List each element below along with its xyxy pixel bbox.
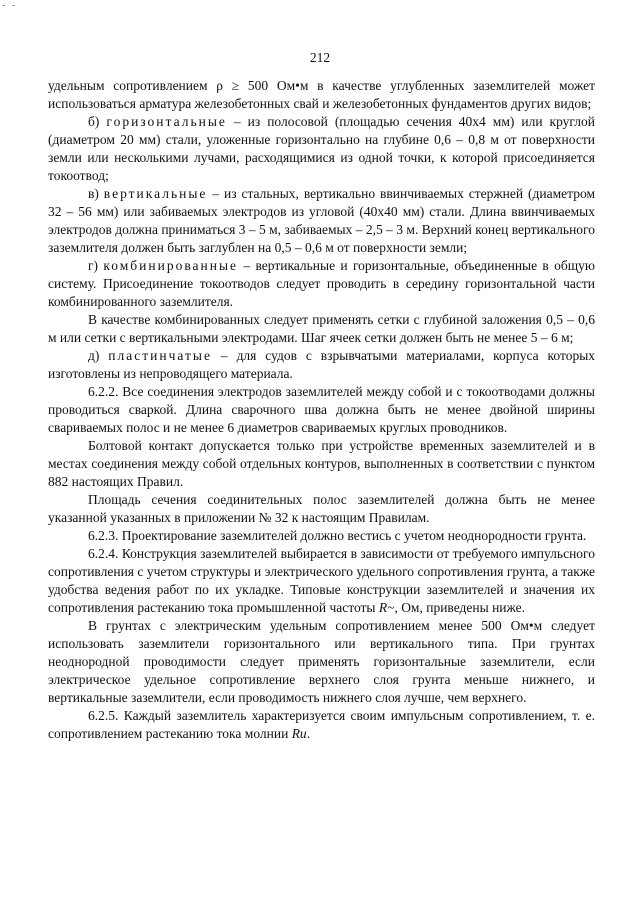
paragraph-text: , Ом, приведены ниже. (394, 600, 526, 615)
paragraph (48, 185, 595, 257)
formula-symbol: R~ (378, 600, 395, 615)
paragraph-text: – вертикальные и горизонтальные, объединенные в общую систему. Присоединение токоотводов следует проводить в середину горизонтальной части комбинированного заземлителя. (48, 258, 595, 309)
list-marker: г) (88, 258, 99, 273)
paragraph (48, 707, 595, 743)
formula-symbol: Rи (291, 726, 307, 741)
list-marker: д) (88, 348, 100, 363)
document-body (48, 77, 595, 743)
spaced-term: комбинированные (103, 258, 239, 273)
list-marker: б) (88, 114, 100, 129)
list-marker: в) (88, 186, 99, 201)
paragraph (48, 347, 595, 383)
paragraph: удельным сопротивлением ρ ≥ 500 Ом•м в качестве углубленных заземлителей может использоваться арматура железобетонных свай и железобетонных фундаментов других видов; (48, 78, 595, 111)
paragraph-text: – из полосовой (площадью сечения 40х4 мм) или круглой (диаметром 20 мм) стали, уложенные горизонтально на глубине 0,6 – 0,8 м от поверхности земли или несколькими лучами, расходящимися из одной точки, к которой присоединяется токоотвод; (48, 114, 595, 183)
paragraph (48, 113, 595, 185)
spaced-term: пластинчатые (108, 348, 212, 363)
paragraph (48, 545, 595, 617)
spaced-term: горизонтальные (106, 114, 227, 129)
spaced-term: вертикальные (103, 186, 208, 201)
paragraph: Болтовой контакт допускается только при устройстве временных заземлителей и в местах соединения между собой отдельных контуров, выполненных в соответствии с пунктом 882 настоящих Правил. (48, 438, 595, 489)
paragraph-text: 6.2.5. Каждый заземлитель характеризуется своим импульсным сопротивлением, т. е. сопротивлением растеканию тока молнии (48, 708, 595, 741)
paragraph (48, 257, 595, 311)
paragraph-text: – из стальных, вертикально ввинчиваемых стержней (диаметром 32 – 56 мм) или забиваемых электродов из угловой (40х40 мм) стали. Длина ввинчиваемых электродов должна приниматься 3 – 5 м, забиваемых – 2,5 – 3 м. Верхний конец вертикального заземлителя должен быть заглублен на 0,5 – 0,6 м от поверхности земли; (48, 186, 595, 255)
paragraph: Площадь сечения соединительных полос заземлителей должна быть не менее указанной указанных в приложении № 32 к настоящим Правилам. (48, 492, 595, 525)
paragraph: В грунтах с электрическим удельным сопротивлением менее 500 Ом•м следует использовать заземлители горизонтального или вертикального типа. При грунтах неоднородной проводимости следует применять горизонтальные заземлители, если электрическое удельное сопротивление верхнего слоя грунта меньше нижнего, и вертикальные заземлители, если проводимость нижнего слоя лучше, чем верхнего. (48, 618, 595, 705)
paragraph: В качестве комбинированных следует применять сетки с глубиной заложения 0,5 – 0,6 м или сетки с вертикальными электродами. Шаг ячеек сетки должен быть не менее 5 – 6 м; (48, 312, 595, 345)
paragraph: 6.2.3. Проектирование заземлителей должно вестись с учетом неоднородности грунта. (88, 528, 587, 543)
corner-mark: - - (2, 0, 18, 11)
page-number: 212 (309, 50, 331, 65)
paragraph-text: – для судов с взрывчатыми материалами, корпуса которых изготовлены из непроводящего материала. (48, 348, 596, 381)
paragraph-text: . (306, 726, 311, 741)
paragraph: 6.2.2. Все соединения электродов заземлителей между собой и с токоотводами должны проводиться сваркой. Длина сварочного шва должна быть не менее двойной ширины свариваемых полос и не менее 6 диаметров свариваемых круглых проводников. (48, 384, 595, 435)
paragraph-text: 6.2.4. Конструкция заземлителей выбирается в зависимости от требуемого импульсного сопротивления с учетом структуры и электрического удельного сопротивления грунта, а также удобства ведения работ по их укладке. Типовые конструкции заземлителей и значения их сопротивления растеканию тока промышленной частоты (48, 546, 595, 615)
